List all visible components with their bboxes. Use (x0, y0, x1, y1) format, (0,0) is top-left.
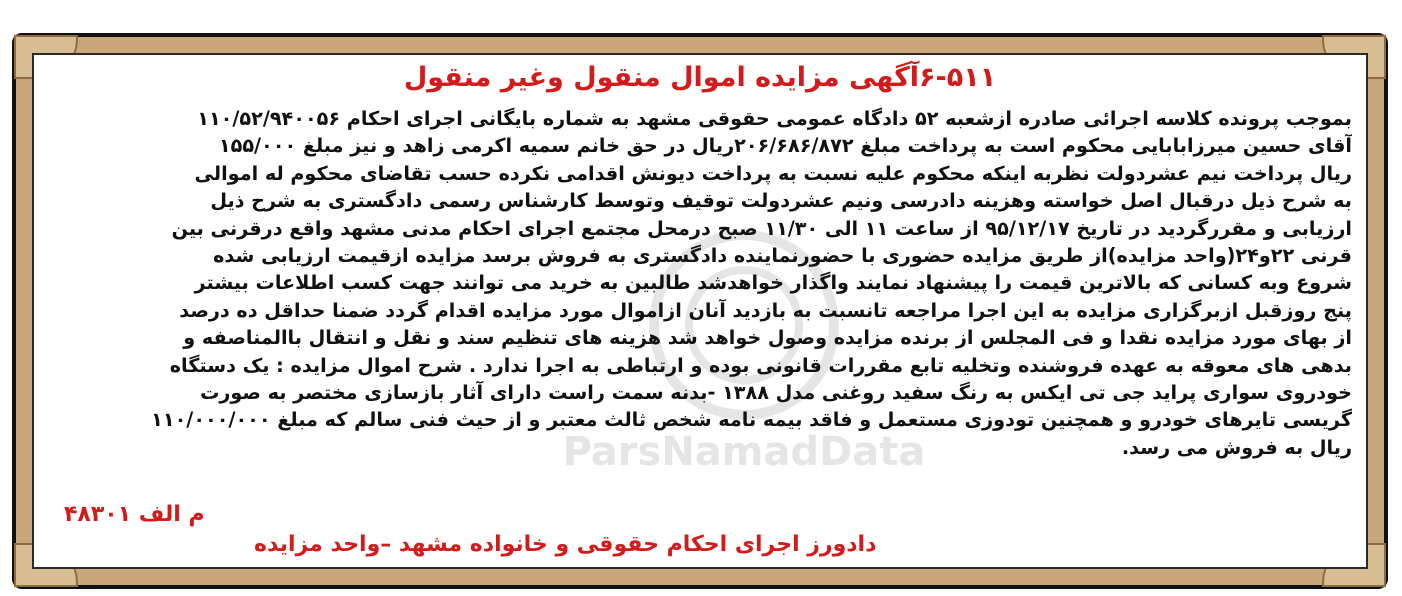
notice-signature: دادورز اجرای احکام حقوقی و خانواده مشهد –واحد مزایده (254, 532, 877, 557)
notice-line: گریسی تایرهای خودرو و همچنین تودوزی مستعمل و فاقد بیمه نامه شخص ثالث معتبر و از حیث فنی سالم که مبلغ ۱۱۰/۰۰۰/۰۰۰ (151, 408, 1352, 432)
notice-line: قرنی ۲۲و۲۴(واحد مزایده)از طریق مزایده حضوری با حضورنماینده دادگستری به فروش برسد مزایده ازقیمت ارزیابی شده (213, 244, 1352, 268)
notice-line: به شرح ذیل درقبال اصل خواسته وهزینه دادرسی ونیم عشردولت توقیف وتوسط کارشناس رسمی دادگستری به شرح ذیل (210, 189, 1352, 213)
notice-line: ریال به فروش می رسد. (1121, 435, 1352, 459)
notice-body (32, 53, 1368, 569)
notice-line: خودروی سواری پراید جی تی ایکس به رنگ سفید روغنی مدل ۱۳۸۸ -بدنه سمت راست دارای آثار بازسازی مختصر به صورت (200, 381, 1352, 405)
notice-line: آقای حسین میرزابابایی محکوم است به پرداخت مبلغ ۲۰۶/۶۸۶/۸۷۲ریال در حق خانم سمیه اکرمی زاهد و نیز مبلغ ۱۵۵/۰۰۰ (218, 134, 1352, 158)
notice-line: پنج روزقبل ازبرگزاری مزایده به این اجرا مراجعه تانسبت به بازدید آنان ازاموال مورد مزایده اقدام گردد ضمنا حداقل ده درصد (179, 298, 1352, 322)
notice-line: از بهای مورد مزایده نقدا و فی المجلس از برنده مزایده وصول خواهد شد هزینه های تنظیم سند و نقل و انتقال باالمناصفه و (183, 326, 1352, 350)
watermark-text: ParsNamadData (562, 429, 926, 475)
notice-code: م الف ۴۸۳۰۱ (64, 502, 205, 527)
notice-text (54, 105, 1352, 461)
notice-line: ریال پرداخت نیم عشردولت نظربه اینکه محکوم علیه نسبت به پرداخت دیونش اقدامی نکرده حسب تقاضای محکوم له اموالی (194, 161, 1352, 185)
notice-line: شروع وبه کسانی که بالاترین قیمت را پیشنهاد نمایند واگذار خواهدشد طالبین به خرید می توانند جهت کسب اطلاعات بیشتر (194, 271, 1352, 295)
notice-title: ۶-۵۱۱آگهی مزایده اموال منقول وغیر منقول (403, 62, 997, 93)
notice-line: بموجب پرونده کلاسه اجرائی صادره ازشعبه ۵۲ دادگاه عمومی حقوقی مشهد به شماره بایگانی اجرای احکام ۱۱۰/۵۲/۹۴۰۰۵۶ (197, 107, 1352, 130)
notice-frame (12, 33, 1388, 589)
notice-line: بدهی های معوقه به عهده فروشنده وتخلیه تابع مقررات قانونی بوده و ارتباطی به اجرا ندارد . شرح اموال مزایده : یک دستگاه (169, 353, 1352, 377)
notice-line: ارزیابی و مقررگردید در تاریخ ۹۵/۱۲/۱۷ از ساعت ۱۱ الی ۱۱/۳۰ صبح درمحل مجتمع اجرای احکام مدنی مشهد واقع درقرنی بین (171, 216, 1352, 240)
